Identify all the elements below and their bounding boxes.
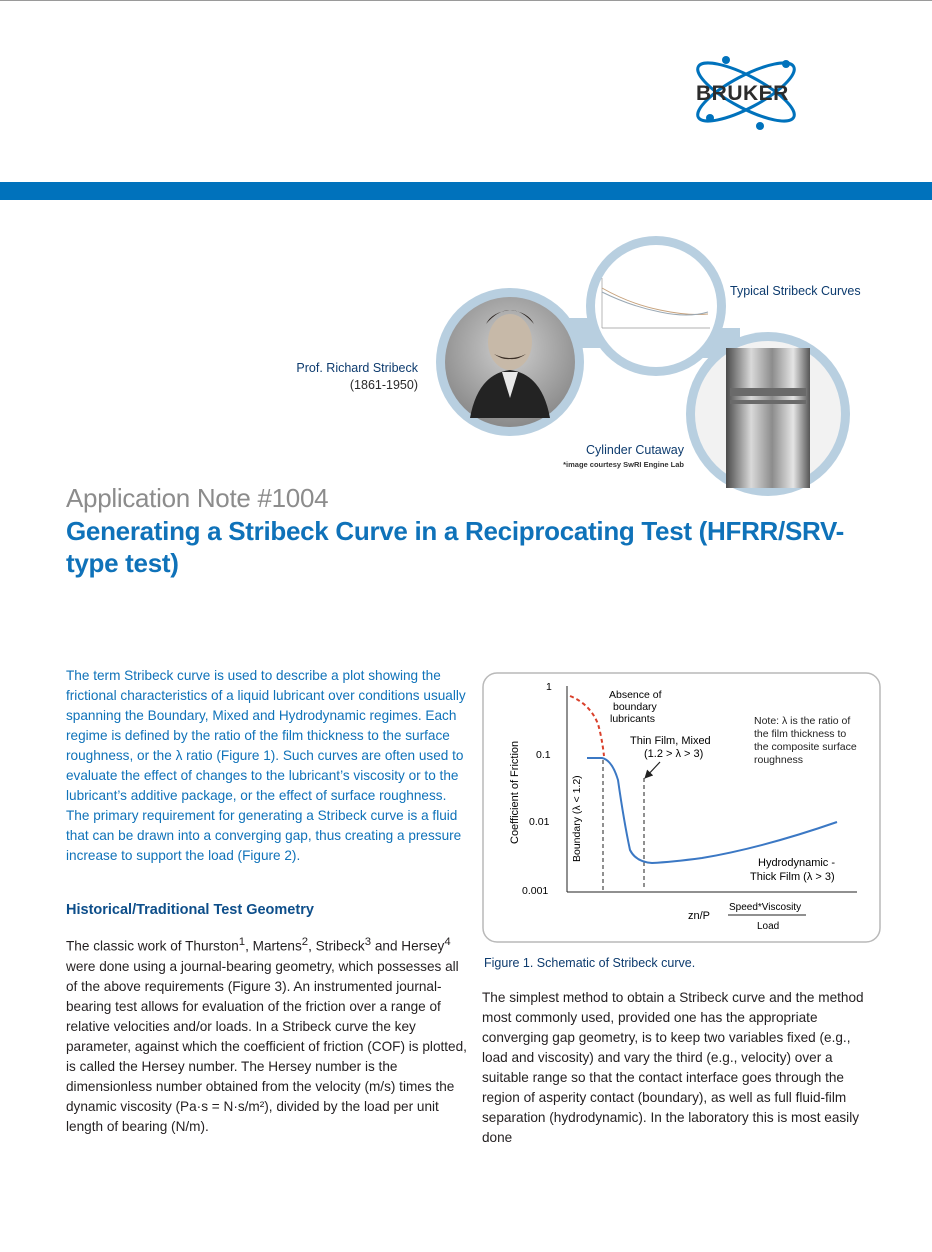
section-paragraph (66, 932, 468, 1137)
header-band (0, 182, 932, 200)
footnote-ref-2: 2 (301, 936, 309, 948)
boundary-label: Boundary (λ < 1.2) (571, 775, 583, 862)
para-text: and Hersey (371, 938, 445, 954)
para-text: were done using a journal-bearing geometry, which possesses all of the above requirements (Figure 3). An instrumented journal-bearing test allows for evaluation of the friction over a range of relative velocities and/or loads. In a Stribeck curve the key parameter, against which the coefficient of friction (COF) is plotted, is called the Hersey number. The Hersey number is the dimensionless number obtained from the velocity (m/s) times the dynamic viscosity (Pa·s = N·s/m²), divided by the load per unit length of bearing (N/m). (66, 958, 467, 1134)
footnote-ref-3: 3 (364, 936, 372, 948)
x-fraction-denominator: Load (757, 921, 780, 932)
stribeck-figure (482, 672, 882, 944)
logo-text: BRUKER (696, 82, 789, 105)
lambda-note: Note: λ is the ratio of the film thickness to the composite surface roughness (754, 715, 857, 766)
y-axis-label: Coefficient of Friction (509, 740, 521, 844)
right-paragraph: The simplest method to obtain a Stribeck curve and the method most commonly used, provided one has the appropriate converging gap geometry, is to keep two variables fixed (e.g., load and viscosity) and vary the third (e.g., velocity) over a suitable range so that the contact interface goes through the region of asperity contact (boundary), as well as full fluid-film separation (hydrodynamic). In the laboratory this is most easily done (482, 990, 864, 1145)
y-tick-label: 0.001 (522, 885, 549, 897)
portrait-name: Prof. Richard Stribeck (296, 361, 418, 375)
portrait-years: (1861-1950) (349, 378, 418, 392)
para-text: , Stribeck (308, 938, 365, 954)
figure-caption: Figure 1. Schematic of Stribeck curve. (484, 956, 696, 970)
x-fraction-numerator: Speed*Viscosity (729, 902, 802, 913)
top-rule (0, 0, 932, 1)
figure-frame (483, 673, 880, 942)
cylinder-caption (560, 442, 684, 471)
para-text: , Martens (245, 938, 302, 954)
intro-paragraph: The term Stribeck curve is used to describe a plot showing the frictional characteristics of a liquid lubricant over conditions usually spanning the Boundary, Mixed and Hydrodynamic regimes. Each regime is defined by the ratio of the film thickness to the surface roughness, or the λ ratio (Figure 1). Such curves are often used to evaluate the effect of changes to the lubricant’s viscosity or to the lubricant’s additive package, or the effect of surface roughness. The primary requirement for generating a Stribeck curve is a fluid that can be drawn into a converging gap, thus creating a pressure increase to support the load (Figure 2). (66, 668, 466, 863)
footnote-ref-4: 4 (444, 936, 451, 948)
portrait-caption (260, 360, 418, 394)
cylinder-caption-credit: *image courtesy SwRI Engine Lab (563, 460, 684, 469)
cylinder-caption-title: Cylinder Cutaway (586, 443, 684, 457)
page-title: Generating a Stribeck Curve in a Reciprocating Test (HFRR/SRV-type test) (66, 516, 844, 578)
para-text: The classic work of Thurston (66, 938, 239, 954)
y-tick-label: 0.1 (536, 749, 551, 761)
footnote-ref-1: 1 (238, 936, 246, 948)
typical-curves-caption: Typical Stribeck Curves (730, 284, 861, 298)
application-note-number: Application Note #1004 (66, 483, 329, 513)
stribeck-portrait (436, 288, 584, 436)
x-axis-label: zn/P (688, 910, 711, 922)
cylinder-cutaway-image (686, 332, 850, 496)
bruker-logo (690, 52, 850, 134)
section-heading: Historical/Traditional Test Geometry (66, 902, 314, 918)
mixed-label: Thin Film, Mixed (1.2 > λ > 3) (630, 735, 711, 760)
y-tick-label: 0.01 (529, 816, 550, 828)
typical-curves-thumbnail (586, 236, 726, 376)
absence-label: Absence of boundary lubricants (609, 689, 662, 725)
y-tick-label: 1 (546, 681, 552, 693)
hydro-label: Hydrodynamic -Thick Film (λ > 3) (750, 857, 836, 883)
